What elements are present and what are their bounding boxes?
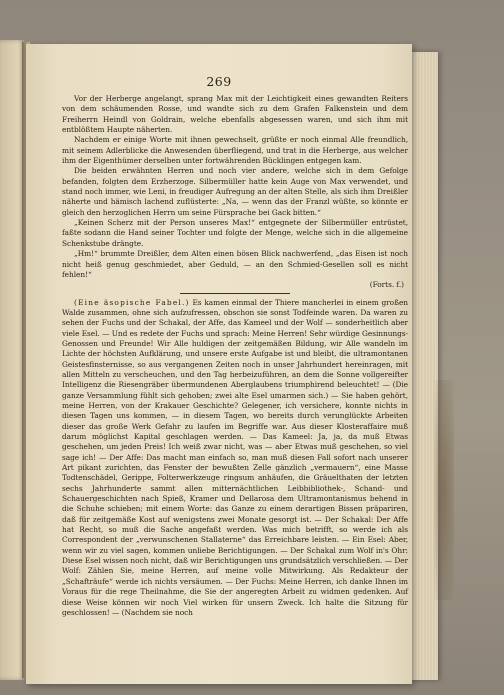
fable-text: Es kamen einmal der Thiere mancherlei in einem großen Walde zusammen, ohne sich aufzufressen, obschon sie sonst Todfeinde waren. Da waren zu sehen der Fuchs und der Schakal, der Affe, das Kameel und der Wolf — sonderheitlich aber viele Esel. — Und es redete der Fuchs und sprach: Meine Herren! Sehr würdige Gesinnungs-Genossen und Freunde! Wir Alle huldigen der zeitgemäßen Bildung, wir Alle wandeln im Lichte der höchsten Aufklärung, und unsere erste Aufgabe ist und bleibt, die ultramontanen Geistesfinsternisse, so aus vergangenen Zeiten noch in unser Jahrhundert hereinragen, mit allen Mitteln zu verscheuchen, und den Tag herbeizuführen, an dem die Sonne vollgereifter Intelligenz die Riesengräber übermundenen Aberglaubens triumphirend beleuchtet! — (Die ganze Versammlung fühlt sich gehoben; zwei alte Esel umarmen sich.) — Sie haben gehört, meine Herren, von der Krakauer Geschichte? Gelegener, ich versichere, konnte nichts in diesen Tagen uns kommen, — in diesem Tagen, wo bereits durch verunglückte Arbeiten dieser das große Werk Gefahr zu laufen im Begriffe war. Aus dieser Klosteraffaire muß darum möglichst Kapital geschlagen werden. — Das Kameel: Ja, ja, da muß Etwas geschehen, um jeden Preis! Ich weiß zwar nicht, was — aber Etwas muß geschehen, so viel sage ich! — Der Affe: Das macht man einfach so, man muß diesen Fall sofort nach unserer Art pikant zurichten, das Fenster der bewußten Zelle gänzlich „vermauern“, eine Masse Todtenschädel, Gerippe, Folterwerkzeuge ringsum anhäufen, die Gräuelthaten der letzten sechs Jahrhunderte sammt allen mitternächtlichen Leibbibliothek-, Schand- und Schauergeschichten nach Spieß, Kramer und Dellarosa dem Ultramontanismus behend in die Schuhe schieben; mit einem Worte: das Ganze zu einem derartigen Bissen präpariren, daß für zeitgemäße Kost auf wenigstens zwei Monate gesorgt ist. — Der Schakal: Der Affe hat Recht, so muß die Sache angefaßt werden. Was mich betrifft, so werde ich als Correspondent der „verwunschenen Stallaterne“ das Erreichbare leisten. — Ein Esel: Aber, wenn wir zu viel sagen, kommen unliebe Berichtigungen. — Der Schakal zum Wolf in's Ohr: Diese Esel wissen noch nicht, daß wir Berichtigungen uns grundsätzlich verschließen. — Der Wolf: Zählen Sie, meine Herren, auf meine volle Mitwirkung. Als Redakteur der „Schafträufe“ werde ich nichts versäumen. — Der Fuchs: Meine Herren, ich danke Ihnen im Voraus für die rege Theilnahme, die Sie der angeregten Arbeit zu widmen gedenken. Auf diese Weise können wir noch Viel wirken für unsern Zweck. Ich halte die Sitzung für geschlossen! — (Nachdem sie noch xyxy=(62,297,408,617)
book-page xyxy=(26,44,412,684)
paragraph-3: Die beiden erwähnten Herren und noch vier andere, welche sich in dem Gefolge befanden, folgten dem Erzherzoge. Silbermüller hatte kein Auge von Max verwendet, und stand noch immer, wie Leni, in freudiger Aufregung an der alten Stelle, als sich ihm Dreißler näherte und hämisch lachend zuflüsterte: „Na, — wenn das der Franzl wüßte, so könnte er gleich den herzoglichen Herrn um seine Fürsprache bei Gack bitten.“ xyxy=(62,166,408,217)
paragraph-2: Nachdem er einige Worte mit ihnen gewechselt, grüßte er noch einmal Alle freundlich, mit seinem Adlerblicke die Anwesenden überfliegend, und trat in die Herberge, aus welcher ihm der Eigenthümer derselben unter fortwährenden Bücklingen entgegen kam. xyxy=(62,135,408,166)
paragraph-1: Vor der Herberge angelangt, sprang Max mit der Leichtigkeit eines gewandten Reiters von dem schäumenden Rosse, und wandte sich zu dem Grafen Falkenstein und dem Freiherrn Heindl von Goldrain, welche ebenfalls abgesessen waren, und sich ihm mit entblößtem Haupte näherten. xyxy=(62,94,408,135)
paragraph-4: „Keinen Scherz mit der Person unseres Max!“ entgegnete der Silbermüller entrüstet, faßte sodann die Hand seiner Tochter und folgte der Menge, welche sich in die allgemeine Schenkstube drängte. xyxy=(62,218,408,248)
page-text-column xyxy=(62,94,408,618)
page-edge-stain xyxy=(434,380,454,600)
continuation-note: (Forts. f.) xyxy=(369,280,404,290)
fable-title: (Eine äsopische Fabel.) xyxy=(74,297,190,307)
fable-paragraph xyxy=(62,298,408,619)
paragraph-5: „Hm!“ brummte Dreißler, dem Alten einen bösen Blick nachwerfend, „das Eisen ist noch nicht heiß genug geschmiedet, aber Geduld, — an den Schmied-Gesellen soll es nicht fehlen!“ xyxy=(62,249,408,279)
page-number: 269 xyxy=(206,74,232,89)
section-divider xyxy=(180,293,290,294)
